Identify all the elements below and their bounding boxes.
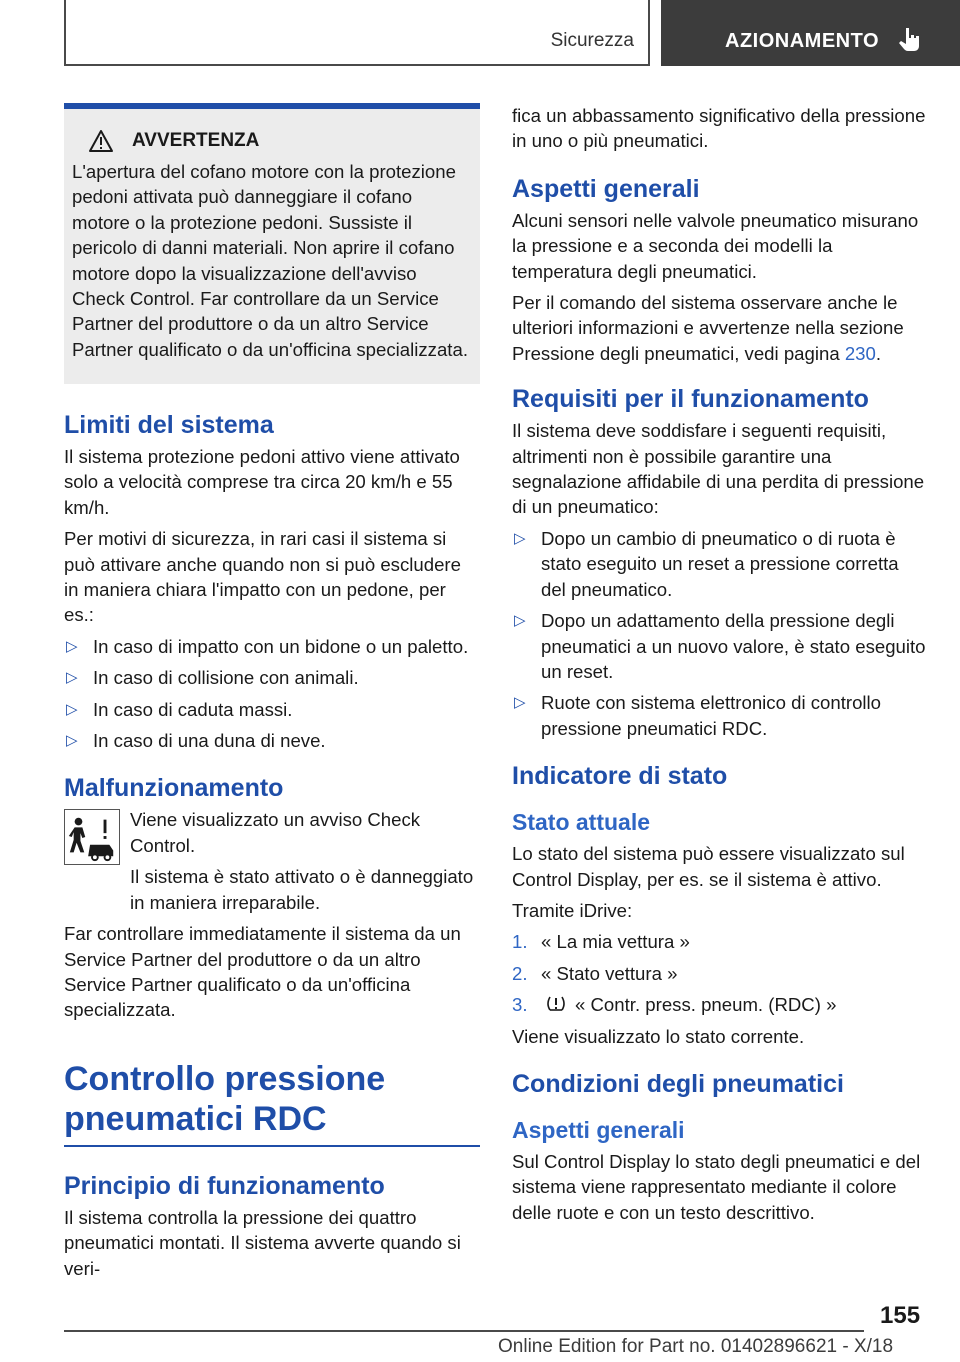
rdc-title-block [64, 1059, 480, 1147]
malfunction-paragraph-2: Il sistema è stato attivato o è danneggiato in maniera irreparabile. [130, 866, 474, 913]
warning-title [72, 129, 470, 153]
hand-pointer-icon [897, 26, 923, 52]
list-item: ▷ Ruote con sistema elettronico di controllo pressione pneumatici RDC. [514, 692, 882, 739]
footer-divider [64, 1330, 864, 1332]
left-column [64, 103, 480, 1287]
continued-text: fica un abbassamento significativo della pressione in uno o più pneumatici. [512, 105, 926, 152]
limits-list [64, 634, 480, 754]
requirements-intro: Il sistema deve soddisfare i seguenti requisiti, altrimenti non è possibile garantire una segnalazione affidabile di una perdita di pressione di un pneumatico: [512, 420, 925, 518]
triangle-bullet-icon: ▷ [66, 700, 78, 718]
page-number: 155 [880, 1302, 921, 1329]
page-link[interactable]: 230 [844, 342, 876, 364]
malfunction-paragraph-1: Viene visualizzato un avviso Check Control. [130, 809, 421, 856]
triangle-bullet-icon: ▷ [66, 732, 78, 750]
list-item: 2. « Stato vettura » [512, 962, 678, 984]
principle-heading: Principio di funzionamento [64, 1171, 385, 1200]
limits-paragraph-1: Il sistema protezione pedoni attivo viene attivato solo a velocità comprese tra circa 20 km/h e 55 km/h. [64, 446, 460, 518]
limits-heading: Limiti del sistema [64, 411, 274, 439]
warning-text: L'apertura del cofano motore con la protezione pedoni attivata può danneggiare il cofano motore o la protezione pedoni. Sussiste il pericolo di danni materiali. Non aprire il cofano motore dopo la visualizzazione dell'avviso Check Control. Far controllare da un Service Partner del produttore o da un altro Service Partner qualificato o da un'officina specializzata. [72, 161, 468, 360]
triangle-bullet-icon: ▷ [514, 694, 526, 712]
idrive-steps [512, 929, 928, 1017]
list-item: ▷ In caso di caduta massi. [64, 697, 480, 722]
warning-box [64, 103, 480, 384]
status-paragraph-1: Lo stato del sistema può essere visualizzato sul Control Display, per es. se il sistema è attivo. [512, 843, 905, 890]
status-paragraph-2: Tramite iDrive: [512, 899, 633, 921]
chapter-title: AZIONAMENTO [725, 30, 880, 52]
malfunction-text [64, 807, 480, 858]
header-chapter-box [661, 0, 960, 66]
principle-text: Il sistema controlla la pressione dei quattro pneumatici montati. Il sistema avverte quando si veri- [64, 1206, 461, 1279]
edition-text: Online Edition for Part no. 01402896621 - X/18 [498, 1336, 894, 1357]
list-item: ▷ Dopo un cambio di pneumatico o di ruota è stato eseguito un reset a pressione corretta del pneumatico. [514, 527, 899, 600]
conditions-subheading: Aspetti generali [512, 1116, 685, 1143]
malfunction-heading: Malfunzionamento [64, 774, 284, 803]
list-item: ▷ In caso di impatto con un bidone o un paletto. [64, 634, 480, 659]
general-paragraph-1: Alcuni sensori nelle valvole pneumatico misurano la pressione e a seconda dei modelli la temperatura degli pneumatici. [512, 209, 919, 282]
triangle-bullet-icon: ▷ [66, 669, 78, 687]
list-item: 1. « La mia vettura » [512, 931, 690, 953]
list-item: ▷ In caso di collisione con animali. [64, 665, 480, 690]
header-section-box [64, 0, 650, 66]
section-title: Sicurezza [550, 30, 634, 51]
requirements-heading: Requisiti per il funzionamento [512, 385, 869, 414]
warning-triangle-icon [88, 129, 114, 153]
malfunction-paragraph-3: Far controllare immediatamente il sistema da un Service Partner del produttore o da un altro Service Partner qualificato o da un'officina specializzata. [64, 923, 461, 1021]
conditions-paragraph: Sul Control Display lo stato degli pneumatici e del sistema viene rappresentato mediante il colore delle ruote e con un testo descrittivo. [512, 1150, 921, 1223]
status-paragraph-3: Viene visualizzato lo stato corrente. [512, 1025, 805, 1047]
right-column [512, 103, 928, 1231]
general-heading: Aspetti generali [512, 174, 700, 203]
tire-pressure-icon [545, 994, 567, 1014]
status-subheading: Stato attuale [512, 809, 651, 836]
list-item: ▷ In caso di una duna di neve. [64, 728, 480, 753]
conditions-heading: Condizioni degli pneumatici [512, 1069, 844, 1098]
requirements-list [512, 526, 928, 741]
warning-title-text: AVVERTENZA [132, 130, 260, 151]
rdc-heading: Controllo pressione pneumatici RDC [64, 1059, 386, 1138]
list-item: ▷ Dopo un adattamento della pressione degli pneumatici a un nuovo valore, è stato eseguito un reset. [514, 610, 926, 682]
triangle-bullet-icon: ▷ [514, 612, 526, 630]
malfunction-block [64, 807, 480, 915]
list-item: 3. « Contr. press. pneum. (RDC) » [512, 994, 837, 1016]
pedestrian-protection-icon [64, 809, 120, 865]
triangle-bullet-icon: ▷ [66, 637, 78, 655]
general-paragraph-2: Per il comando del sistema osservare anche le ulteriori informazioni e avvertenze nella sezione Pressione degli pneumatici, vedi pagina 230. [512, 292, 904, 364]
status-heading: Indicatore di stato [512, 762, 728, 791]
limits-paragraph-2: Per motivi di sicurezza, in rari casi il sistema si può attivare anche quando non si può escludere in maniera chiara l'impatto con un pedone, per es.: [64, 528, 461, 626]
triangle-bullet-icon: ▷ [514, 529, 526, 547]
